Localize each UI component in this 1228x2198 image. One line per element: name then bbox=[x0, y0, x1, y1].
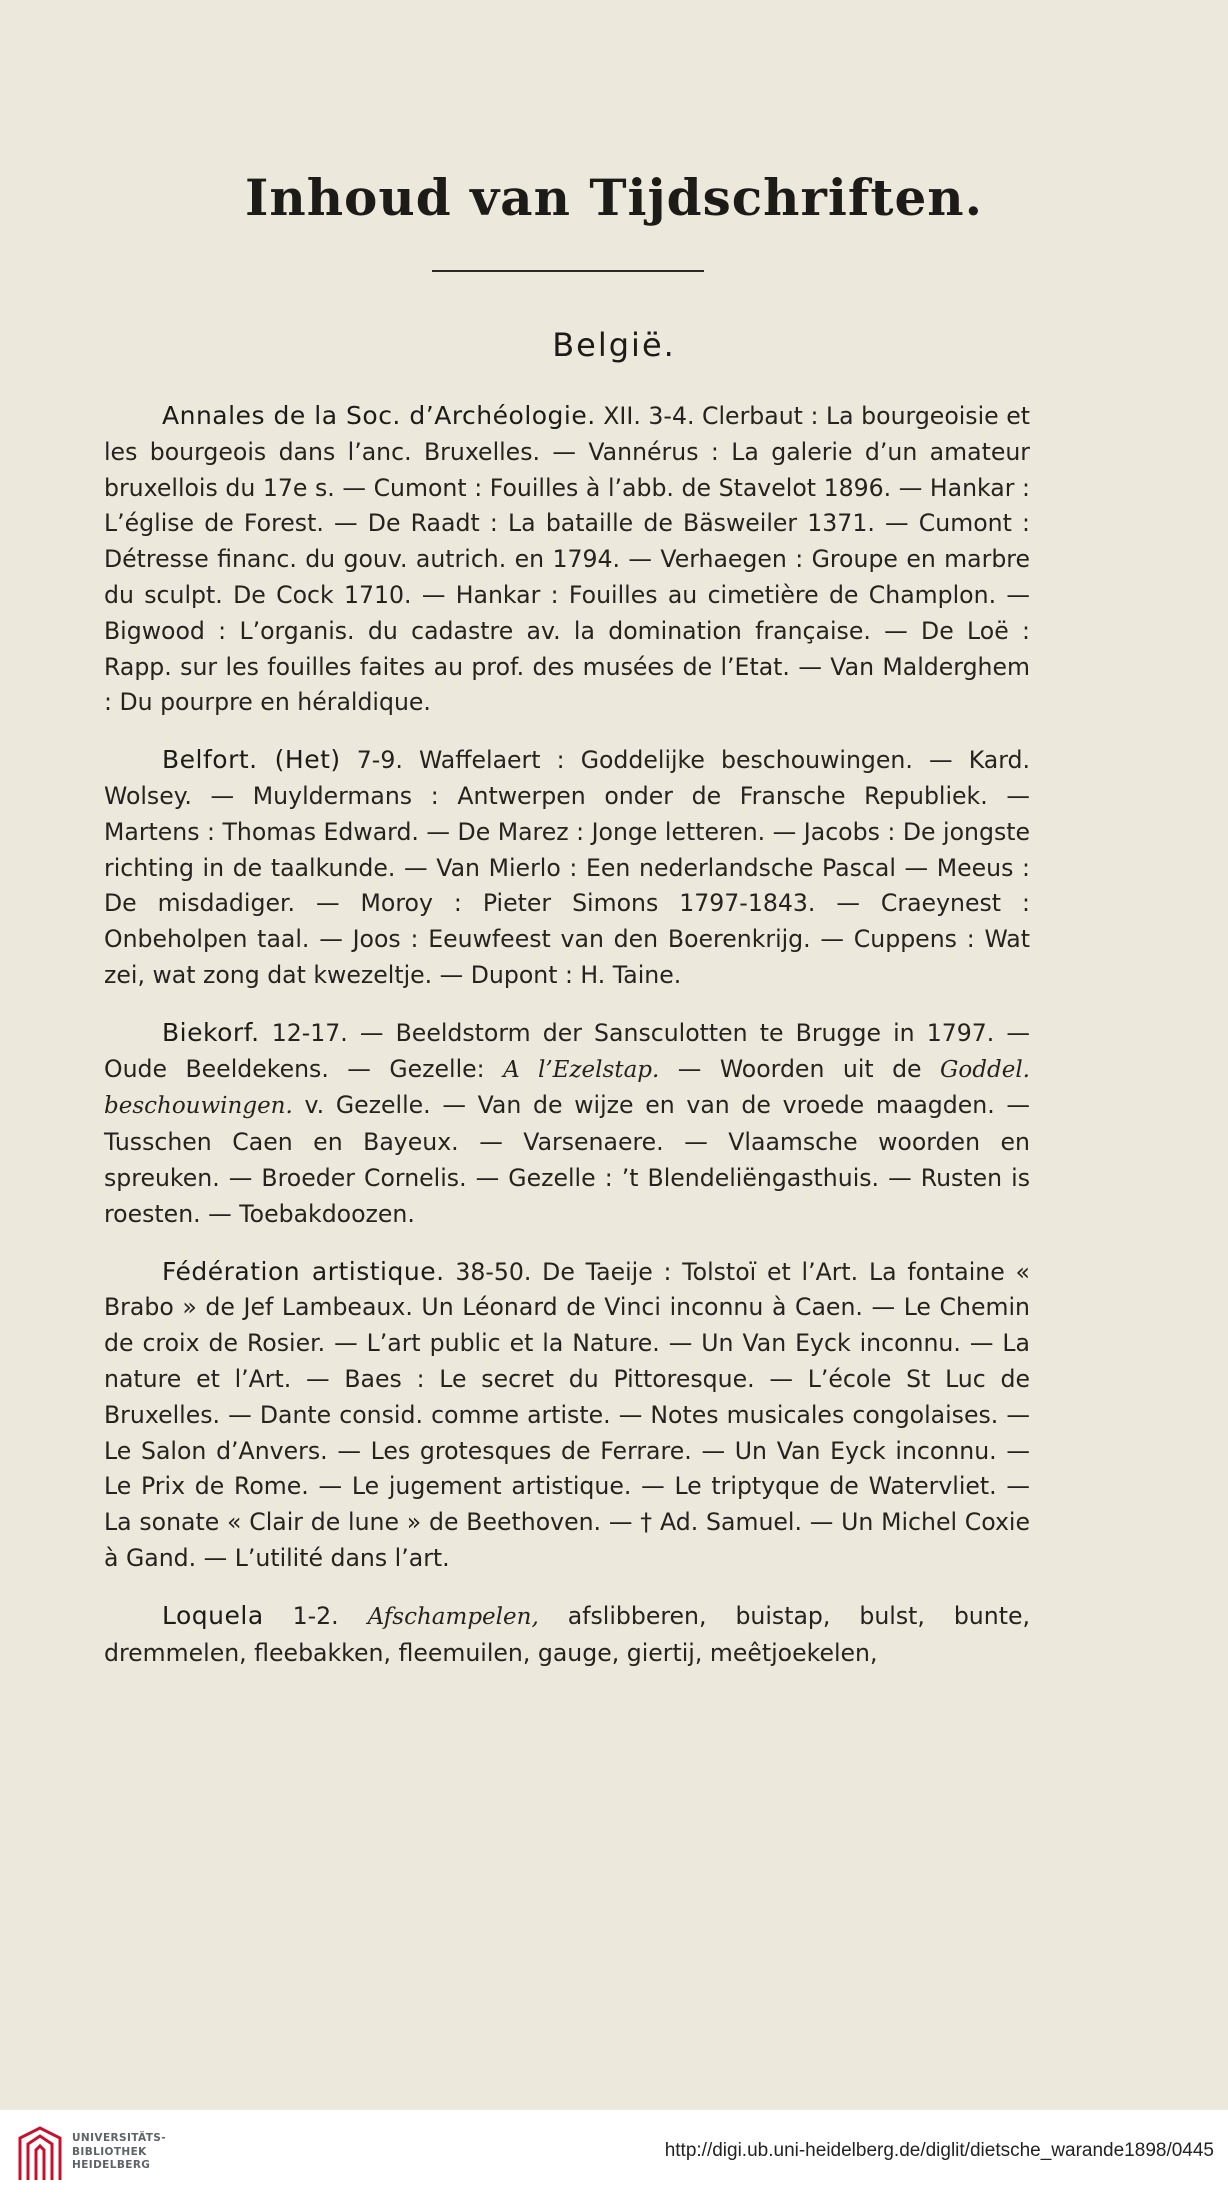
entry-belfort bbox=[104, 742, 1030, 994]
library-name bbox=[72, 2132, 166, 2173]
journal-name: Annales de la Soc. d’Archéologie. bbox=[162, 401, 596, 430]
entry-text: — Woorden uit de bbox=[659, 1054, 941, 1083]
digitization-footer bbox=[0, 2110, 1228, 2198]
entry-annales bbox=[104, 398, 1030, 721]
entry-loquela bbox=[104, 1598, 1030, 1672]
entry-text: 1-2. bbox=[263, 1601, 368, 1630]
library-line: HEIDELBERG bbox=[72, 2159, 151, 2171]
library-line: UNIVERSITÄTS- bbox=[72, 2132, 167, 2144]
heidelberg-library-logo-icon bbox=[14, 2124, 66, 2184]
section-heading: België. bbox=[552, 326, 676, 364]
journal-contents bbox=[104, 398, 1030, 1692]
library-line: BIBLIOTHEK bbox=[72, 2145, 147, 2158]
source-url[interactable]: http://digi.ub.uni-heidelberg.de/diglit/dietsche_warande1898/0445 bbox=[664, 2140, 1214, 2161]
journal-name: Loquela bbox=[162, 1600, 264, 1630]
journal-name: Fédération artistique. bbox=[162, 1256, 445, 1286]
entry-biekorf bbox=[104, 1015, 1030, 1233]
entry-text: afslibberen, buistap, bulst, bunte, dremmelen, fleebakken, fleemuilen, gauge, giertij, meêtjoekelen, bbox=[104, 1601, 1030, 1667]
entry-italic: Goddel. beschouwingen. bbox=[104, 1056, 1030, 1120]
entry-italic: Afschampelen, bbox=[367, 1603, 539, 1630]
entry-text: 12-17. — Beeldstorm der Sansculotten te Brugge in 1797. — Oude Beeldekens. — Gezelle: bbox=[104, 1018, 1030, 1083]
entry-federation-artistique bbox=[104, 1254, 1030, 1577]
page-title: Inhoud van Tijdschriften. bbox=[244, 168, 984, 227]
entry-text: 38-50. De Taeije : Tolstoï et l’Art. La fontaine « Brabo » de Jef Lambeaux. Un Léonard de Vinci inconnu à Caen. — Le Chemin de croix de Rosier. — L’art public et la Nature. — Un Van Eyck inconnu. — La nature et l’Art. — Baes : Le secret du Pittoresque. — L’école St Luc de Bruxelles. — Dante consid. comme artiste. — Notes musicales congolaises. — Le Salon d’Anvers. — Les grotesques de Ferrare. — Un Van Eyck inconnu. — Le Prix de Rome. — Le jugement artistique. — Le triptyque de Watervliet. — La sonate « Clair de lune » de Beethoven. — † Ad. Samuel. — Un Michel Coxie à Gand. — L’utilité dans l’art. bbox=[104, 1257, 1030, 1572]
title-rule bbox=[432, 270, 704, 272]
entry-italic: A l’Ezelstap. bbox=[503, 1056, 660, 1083]
journal-name: Biekorf. bbox=[162, 1017, 260, 1047]
entry-text: XII. 3-4. Clerbaut : La bourgeoisie et les bourgeois dans l’anc. Bruxelles. — Vannérus : La galerie d’un amateur bruxellois du 17e s. — Cumont : Fouilles à l’abb. de Stavelot 1896. — Hankar : L’église de Forest. — De Raadt : La bataille de Bäsweiler 1371. — Cumont : Détresse financ. du gouv. autrich. en 1794. — Verhaegen : Groupe en marbre du sculpt. De Cock 1710. — Hankar : Fouilles au cimetière de Champlon. — Bigwood : L’organis. du cadastre av. la domination française. — De Loë : Rapp. sur les fouilles faites au prof. des musées de l’Etat. — Van Malderghem : Du pourpre en héraldique. bbox=[104, 402, 1031, 717]
entry-text: v. Gezelle. — Van de wijze en van de vroede maagden. — Tusschen Caen en Bayeux. — Varsenaere. — Vlaamsche woorden en spreuken. — Broeder Cornelis. — Gezelle : ’t Blendeliëngasthuis. — Rusten is roesten. — Toebakdoozen. bbox=[104, 1091, 1030, 1228]
journal-name: Belfort. (Het) bbox=[162, 745, 341, 775]
entry-text: 7-9. Waffelaert : Goddelijke beschouwingen. — Kard. Wolsey. — Muyldermans : Antwerpen onder de Fransche Republiek. — Martens : Thomas Edward. — De Marez : Jonge letteren. — Jacobs : De jongste richting in de taalkunde. — Van Mierlo : Een nederlandsche Pascal — Meeus : De misdadiger. — Moroy : Pieter Simons 1797-1843. — Craeynest : Onbeholpen taal. — Joos : Eeuwfeest van den Boerenkrijg. — Cuppens : Wat zei, wat zong dat kwezeltje. — Dupont : H. Taine. bbox=[104, 746, 1030, 989]
